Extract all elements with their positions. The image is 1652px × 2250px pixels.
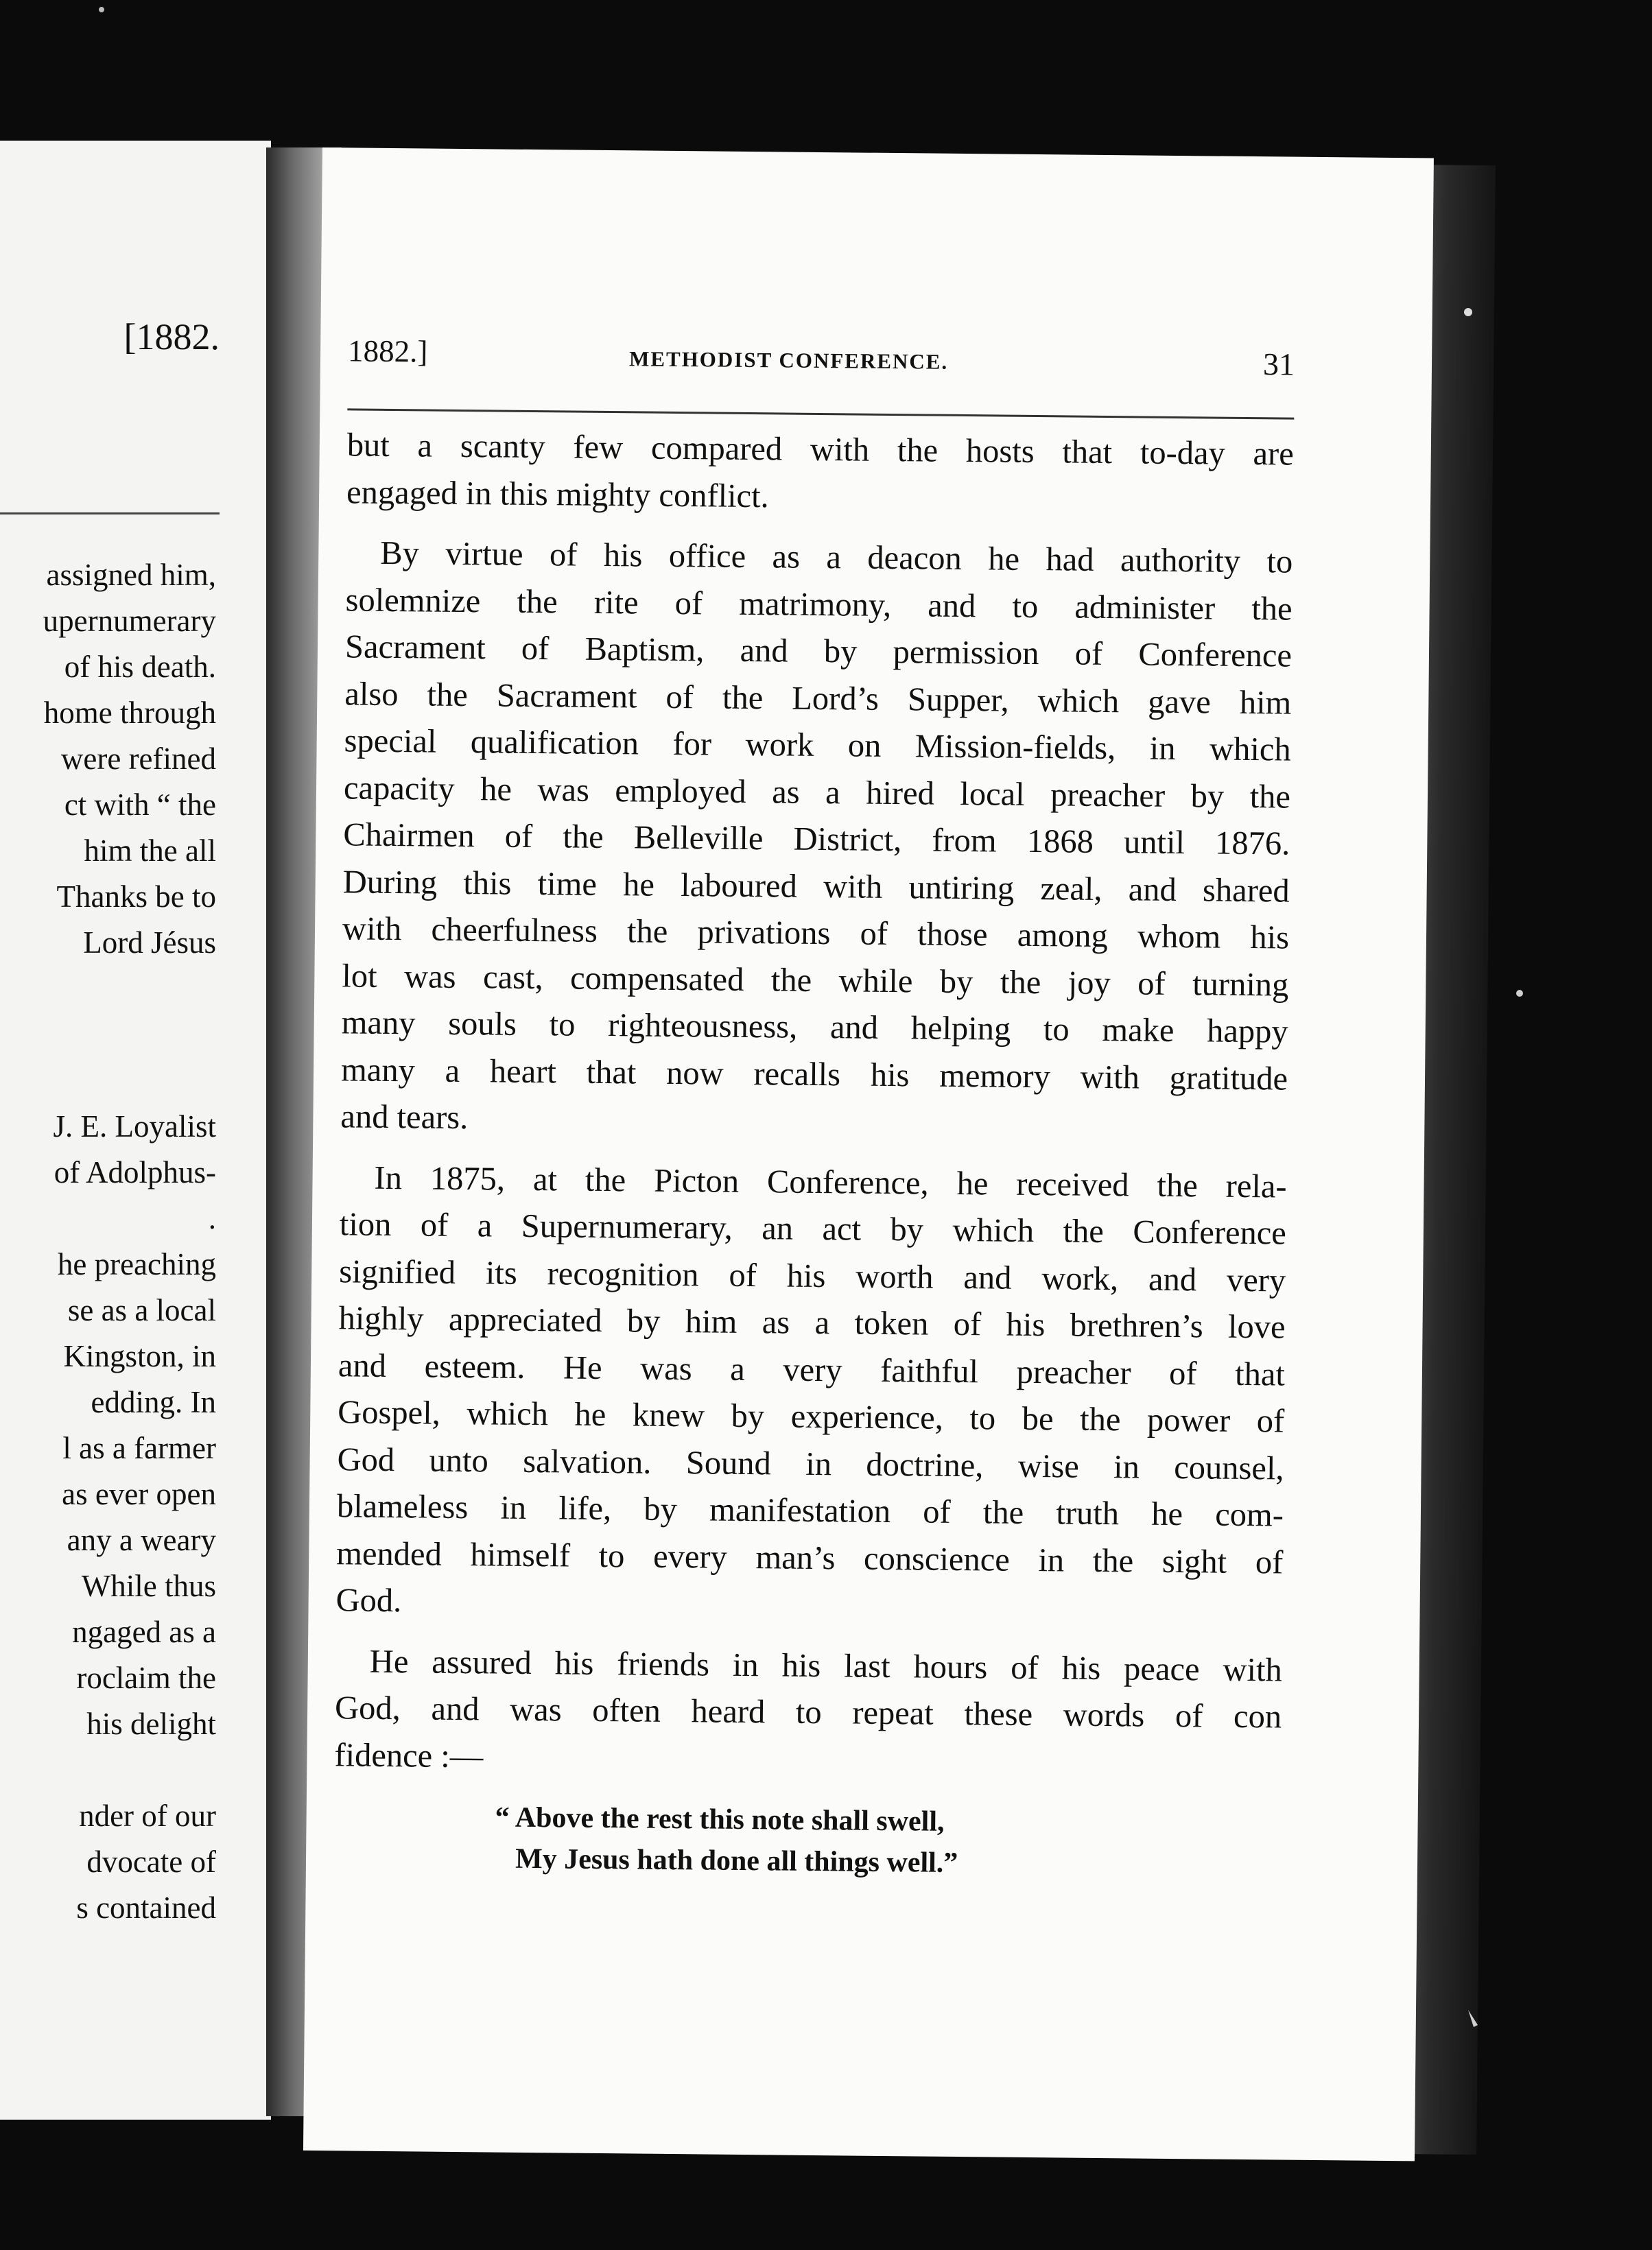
left-page-line: . bbox=[208, 1201, 216, 1235]
text-line: and tears. bbox=[340, 1098, 469, 1137]
left-page-header bbox=[0, 316, 220, 521]
text-line: Sacrament of Baptism, and by permission of Conference bbox=[344, 628, 1293, 674]
text-line: God. bbox=[335, 1582, 402, 1620]
left-page-line: roclaim the bbox=[76, 1661, 216, 1695]
left-page-line: home through bbox=[43, 696, 216, 730]
poem-line: My Jesus hath done all things well.” bbox=[515, 1843, 958, 1880]
paragraph bbox=[334, 1638, 1282, 1788]
text-line: He assured his friends in his last hours of his peace with bbox=[369, 1643, 1283, 1689]
left-page-line: were refined bbox=[60, 742, 216, 776]
left-page-line: of Adolphus- bbox=[54, 1155, 216, 1189]
left-page-text bbox=[0, 552, 216, 1931]
text-line: fidence :— bbox=[334, 1736, 484, 1775]
left-page-line: ngaged as a bbox=[72, 1615, 216, 1649]
text-line: mended himself to every man’s conscience in the sight of bbox=[336, 1535, 1284, 1581]
left-page-line: While thus bbox=[81, 1569, 216, 1603]
left-page-line: of his death. bbox=[64, 650, 216, 684]
poem-line: “ Above the rest this note shall swell, bbox=[495, 1801, 945, 1838]
left-page-line: he preaching bbox=[57, 1247, 216, 1281]
text-line: God, and was often heard to repeat these words of con bbox=[334, 1690, 1282, 1736]
head-rule bbox=[347, 408, 1294, 419]
text-line: God unto salvation. Sound in doctrine, wise in counsel, bbox=[337, 1441, 1284, 1487]
text-line: solemnize the rite of matrimony, and to administer the bbox=[345, 581, 1293, 628]
right-page bbox=[303, 147, 1434, 2161]
left-page-line: se as a local bbox=[67, 1293, 216, 1327]
left-page-line: assigned him, bbox=[46, 558, 216, 592]
text-line: with cheerfulness the privations of those among whom his bbox=[342, 910, 1290, 956]
text-line: During this time he laboured with untiring zeal, and shared bbox=[342, 863, 1290, 910]
left-page-line bbox=[0, 1747, 216, 1793]
text-line: In 1875, at the Picton Conference, he received the rela- bbox=[374, 1159, 1287, 1205]
running-head-title: METHODIST CONFERENCE. bbox=[628, 346, 949, 374]
left-page-line: ct with “ the bbox=[64, 788, 216, 822]
text-line: and esteem. He was a very faithful preacher of that bbox=[338, 1347, 1286, 1393]
paragraphs bbox=[334, 422, 1294, 1788]
text-line: special qualification for work on Mission-fields, in which bbox=[344, 722, 1291, 768]
left-page-line bbox=[0, 1012, 216, 1058]
paragraph bbox=[340, 530, 1293, 1150]
left-page-line: J. E. Loyalist bbox=[53, 1109, 216, 1144]
left-page-line: edding. In bbox=[91, 1385, 216, 1419]
left-page-line: l as a farmer bbox=[62, 1431, 216, 1465]
left-page-line: dvocate of bbox=[86, 1845, 216, 1879]
body-text bbox=[333, 422, 1294, 1886]
text-line: highly appreciated by him as a token of his brethren’s love bbox=[338, 1300, 1286, 1346]
left-head-rule bbox=[0, 512, 220, 514]
left-page-line: upernumerary bbox=[43, 604, 216, 638]
left-page-line bbox=[0, 1058, 216, 1104]
left-page-line: Thanks be to bbox=[56, 879, 216, 914]
left-page-line: as ever open bbox=[62, 1477, 216, 1511]
left-running-head: [1882. bbox=[123, 316, 220, 357]
left-page-line: nder of our bbox=[79, 1799, 216, 1833]
running-head bbox=[348, 333, 1295, 403]
left-page-line: him the all bbox=[84, 833, 216, 868]
text-line: blameless in life, by manifestation of the truth he com- bbox=[336, 1488, 1284, 1534]
running-head-year: 1882.] bbox=[347, 333, 428, 369]
left-page-line bbox=[0, 966, 216, 1012]
text-line: many souls to righteousness, and helping to make happy bbox=[341, 1004, 1288, 1050]
text-line: also the Sacrament of the Lord’s Supper, which gave him bbox=[344, 675, 1292, 722]
text-line: signified its recognition of his worth and work, and very bbox=[339, 1253, 1286, 1299]
text-line: many a heart that now recalls his memory with gratitude bbox=[340, 1051, 1288, 1098]
left-page-line: his delight bbox=[86, 1707, 216, 1741]
text-line: Chairmen of the Belleville District, from 1868 until 1876. bbox=[343, 816, 1290, 862]
text-line: By virtue of his office as a deacon he had authority to bbox=[380, 534, 1293, 580]
text-line: but a scanty few compared with the hosts that to-day are bbox=[346, 427, 1295, 473]
text-line: tion of a Supernumerary, an act by which the Conference bbox=[339, 1206, 1287, 1252]
text-line: lot was cast, compensated the while by the joy of turning bbox=[342, 957, 1289, 1004]
paragraph bbox=[346, 422, 1294, 525]
left-page-line: any a weary bbox=[67, 1523, 216, 1557]
text-line: Gospel, which he knew by experience, to be the power of bbox=[338, 1394, 1285, 1440]
poem-quote bbox=[333, 1795, 1281, 1886]
text-line: engaged in this mighty conflict. bbox=[346, 473, 769, 514]
left-page bbox=[0, 141, 271, 2120]
page-number: 31 bbox=[1262, 346, 1295, 382]
text-line: capacity he was employed as a hired local preacher by the bbox=[343, 769, 1291, 816]
left-page-line: Kingston, in bbox=[63, 1339, 216, 1373]
left-page-line: s contained bbox=[76, 1891, 216, 1925]
left-page-line: Lord Jésus bbox=[83, 925, 216, 960]
paragraph bbox=[335, 1154, 1287, 1633]
